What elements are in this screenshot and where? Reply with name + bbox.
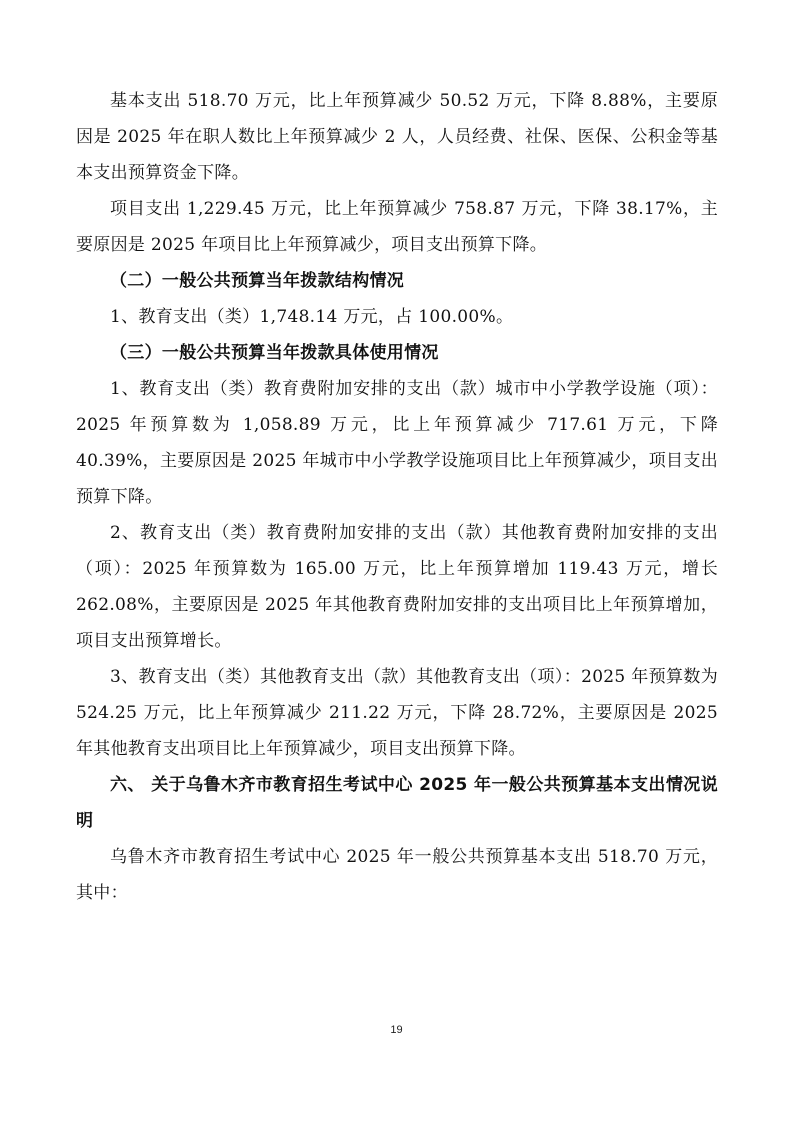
- usage-item-1-paragraph: 1、教育支出（类）教育费附加安排的支出（款）城市中小学教学设施（项）：2025 年预算数为 1,058.89 万元，比上年预算减少 717.61 万元，下降 40.39%，主要原因是 2025 年城市中小学教学设施项目比上年预算减少，项目支出预算下降。: [76, 379, 718, 507]
- project-expenditure-paragraph: 项目支出 1,229.45 万元，比上年预算减少 758.87 万元，下降 38.17%，主要原因是 2025 年项目比上年预算减少，项目支出预算下降。: [76, 199, 718, 255]
- page-number: 19: [390, 1024, 403, 1036]
- usage-item-2-paragraph: 2、教育支出（类）教育费附加安排的支出（款）其他教育费附加安排的支出（项）：2025 年预算数为 165.00 万元，比上年预算增加 119.43 万元，增长 262.08%，主要原因是 2025 年其他教育费附加安排的支出项目比上年预算增加，项目支出预算增长。: [76, 523, 718, 651]
- usage-item-3-paragraph: 3、教育支出（类）其他教育支出（款）其他教育支出（项）：2025 年预算数为 524.25 万元，比上年预算减少 211.22 万元，下降 28.72%，主要原因是 2025 年其他教育支出项目比上年预算减少，项目支出预算下降。: [76, 667, 718, 759]
- education-expenditure-share-paragraph: 1、教育支出（类）1,748.14 万元，占 100.00%。: [110, 307, 514, 327]
- basic-expenditure-intro-paragraph: 乌鲁木齐市教育招生考试中心 2025 年一般公共预算基本支出 518.70 万元，其中：: [76, 847, 718, 903]
- section-six-heading: 六、 关于乌鲁木齐市教育招生考试中心 2025 年一般公共预算基本支出情况说明: [76, 775, 718, 831]
- basic-expenditure-paragraph: 基本支出 518.70 万元，比上年预算减少 50.52 万元，下降 8.88%，主要原因是 2025 年在职人数比上年预算减少 2 人，人员经费、社保、医保、公积金等基本支出预算资金下降。: [76, 91, 718, 183]
- section-heading-specific-usage: （三）一般公共预算当年拨款具体使用情况: [110, 343, 439, 363]
- section-heading-allocation-structure: （二）一般公共预算当年拨款结构情况: [110, 271, 405, 291]
- document-body: [76, 83, 718, 911]
